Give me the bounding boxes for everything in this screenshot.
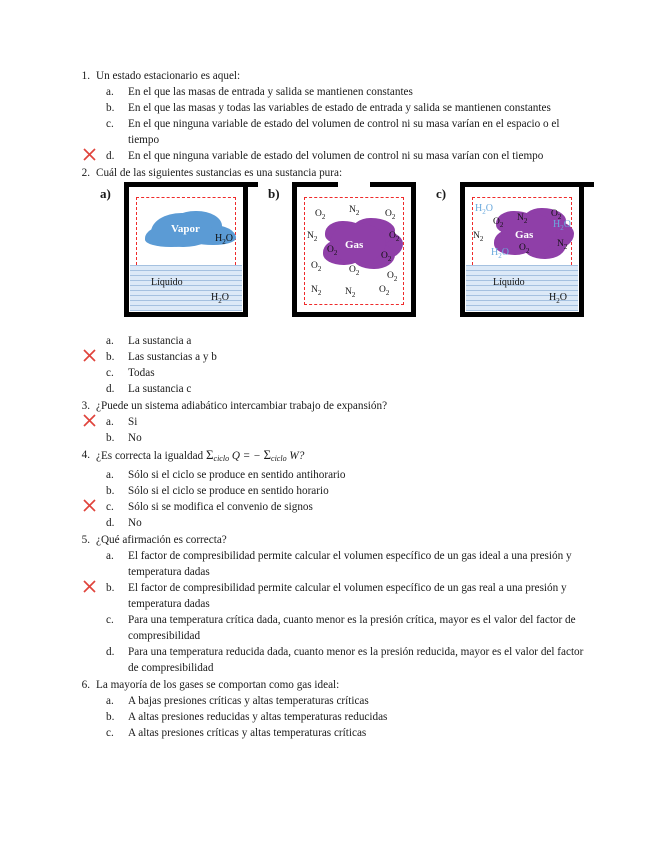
answer-text: Todas <box>128 367 155 379</box>
gas-label: Gas <box>345 239 364 251</box>
water-vapor-label: $H_2O$ <box>475 203 493 216</box>
molecule-label: $O_2$ <box>379 285 390 297</box>
answer-option[interactable] <box>96 467 593 483</box>
molecule-label: $O_2$ <box>385 209 396 221</box>
question-item <box>62 677 593 741</box>
molecule-label: $O_2$ <box>551 209 562 221</box>
answer-text: No <box>128 517 142 529</box>
vessel-lid-right <box>370 182 416 187</box>
question-item <box>62 532 593 676</box>
answer-option[interactable] <box>96 333 593 349</box>
question-list <box>62 68 593 741</box>
molecule-label: $N_2$ <box>517 213 528 225</box>
question-item <box>62 447 593 531</box>
vessel-lid <box>124 182 258 187</box>
molecule-label: $O_2$ <box>315 209 326 221</box>
liquid-formula: $H_2O$ <box>549 292 567 305</box>
molecule-label: $N_2$ <box>345 287 356 299</box>
question-lead: ¿Es correcta la igualdad <box>96 450 204 462</box>
question-text: ¿Puede un sistema adiabático intercambiar trabajo de expansión? <box>96 400 388 412</box>
molecule-label: $O_2$ <box>389 231 400 243</box>
cross-mark-icon <box>82 498 97 513</box>
molecule-label: $O_2$ <box>387 271 398 283</box>
cross-mark-icon <box>82 147 97 162</box>
molecule-label: $N_2$ <box>311 285 322 297</box>
figure-c-vessel <box>460 187 584 317</box>
figure-b-vessel <box>292 187 416 317</box>
figure-a <box>100 186 248 317</box>
cross-mark-icon <box>82 579 97 594</box>
figure-c <box>436 186 584 317</box>
answer-list <box>96 414 593 446</box>
water-vapor-label: $H_2O$ <box>491 247 509 260</box>
answer-text: En el que ninguna variable de estado del volumen de control ni su masa varían en el espacio o el tiempo <box>128 118 560 146</box>
vessel-lid <box>460 182 594 187</box>
figure-b <box>268 186 416 317</box>
answer-list <box>96 84 593 164</box>
answer-option[interactable] <box>96 84 593 100</box>
answer-option[interactable] <box>96 100 593 116</box>
molecule-label: $O_2$ <box>311 261 322 273</box>
answer-text: A altas presiones críticas y altas temperaturas críticas <box>128 727 367 739</box>
question-item <box>62 68 593 164</box>
answer-option[interactable] <box>96 414 593 430</box>
substance-figures <box>96 187 593 327</box>
answer-text: Si <box>128 416 138 428</box>
answer-text: Las sustancias a y b <box>128 351 217 363</box>
answer-text: El factor de compresibilidad permite calcular el volumen específico de un gas real a una presión y temperatura dadas <box>128 582 567 610</box>
answer-option[interactable] <box>96 580 593 612</box>
liquid-label: Líquido <box>493 277 525 288</box>
answer-text: Para una temperatura reducida dada, cuanto menor es la presión reducida, mayor es el valor del factor de compresibilidad <box>128 646 584 674</box>
cross-mark-icon <box>82 413 97 428</box>
answer-text: En el que ninguna variable de estado del volumen de control ni su masa varían con el tiempo <box>128 150 544 162</box>
answer-option[interactable] <box>96 483 593 499</box>
answer-option[interactable] <box>96 548 593 580</box>
answer-text: A altas presiones reducidas y altas temperaturas reducidas <box>128 711 388 723</box>
molecule-label: $O_2$ <box>349 265 360 277</box>
answer-text: Para una temperatura crítica dada, cuanto menor es la presión crítica, mayor es el valor del factor de compresibilidad <box>128 614 576 642</box>
answer-list <box>96 548 593 676</box>
question-item <box>62 165 593 397</box>
water-vapor-label: $H_2O$ <box>553 219 571 232</box>
vessel-lid-left <box>292 182 338 187</box>
answer-list <box>96 693 593 741</box>
question-item <box>62 398 593 446</box>
answer-option[interactable] <box>96 148 593 164</box>
answer-list <box>96 333 593 397</box>
answer-option[interactable] <box>96 644 593 676</box>
answer-text: No <box>128 432 142 444</box>
figure-c-letter: c) <box>436 186 447 201</box>
answer-list <box>96 467 593 531</box>
answer-option[interactable] <box>96 381 593 397</box>
answer-option[interactable] <box>96 116 593 148</box>
answer-text: En el que las masas de entrada y salida se mantienen constantes <box>128 86 413 98</box>
answer-text: La sustancia a <box>128 335 192 347</box>
answer-text: A bajas presiones críticas y altas temperaturas críticas <box>128 695 369 707</box>
question-formula: Σciclo Q = − Σciclo W? <box>205 447 305 463</box>
molecule-label: $N_2$ <box>473 231 484 243</box>
figure-b-letter: b) <box>268 186 280 201</box>
answer-option[interactable] <box>96 499 593 515</box>
gas-label: Gas <box>515 229 534 241</box>
answer-option[interactable] <box>96 365 593 381</box>
question-text: La mayoría de los gases se comportan como gas ideal: <box>96 679 340 691</box>
molecule-label: $O_2$ <box>493 217 504 229</box>
answer-text: El factor de compresibilidad permite calcular el volumen específico de un gas ideal a una presión y temperatura dadas <box>128 550 572 578</box>
molecule-label: $N_2$ <box>307 231 318 243</box>
figure-a-letter: a) <box>100 186 111 201</box>
liquid-formula: $H_2O$ <box>211 292 229 305</box>
question-text <box>96 447 593 467</box>
answer-option[interactable] <box>96 725 593 741</box>
vapor-formula: $H_2O$ <box>215 233 233 246</box>
question-text: ¿Qué afirmación es correcta? <box>96 534 227 546</box>
vapor-label: Vapor <box>171 223 200 235</box>
answer-text: Sólo si el ciclo se produce en sentido antihorario <box>128 469 346 481</box>
answer-text: Sólo si se modifica el convenio de signos <box>128 501 313 513</box>
answer-option[interactable] <box>96 709 593 725</box>
answer-text: La sustancia c <box>128 383 192 395</box>
molecule-label: $O_2$ <box>381 251 392 263</box>
answer-option[interactable] <box>96 349 593 365</box>
molecule-label: $O_2$ <box>519 243 530 255</box>
figure-a-vessel <box>124 187 248 317</box>
answer-option[interactable] <box>96 430 593 446</box>
answer-option[interactable] <box>96 612 593 644</box>
answer-option[interactable] <box>96 693 593 709</box>
answer-text: En el que las masas y todas las variables de estado de entrada y salida se mantienen constantes <box>128 102 551 114</box>
molecule-label: $O_2$ <box>327 245 338 257</box>
answer-text: Sólo si el ciclo se produce en sentido horario <box>128 485 329 497</box>
liquid-label: Líquido <box>151 277 183 288</box>
molecule-label: $N_2$ <box>557 239 568 251</box>
answer-option[interactable] <box>96 515 593 531</box>
question-text: Cuál de las siguientes sustancias es una sustancia pura: <box>96 167 343 179</box>
molecule-label: $N_2$ <box>349 205 360 217</box>
cross-mark-icon <box>82 348 97 363</box>
question-text: Un estado estacionario es aquel: <box>96 70 241 82</box>
